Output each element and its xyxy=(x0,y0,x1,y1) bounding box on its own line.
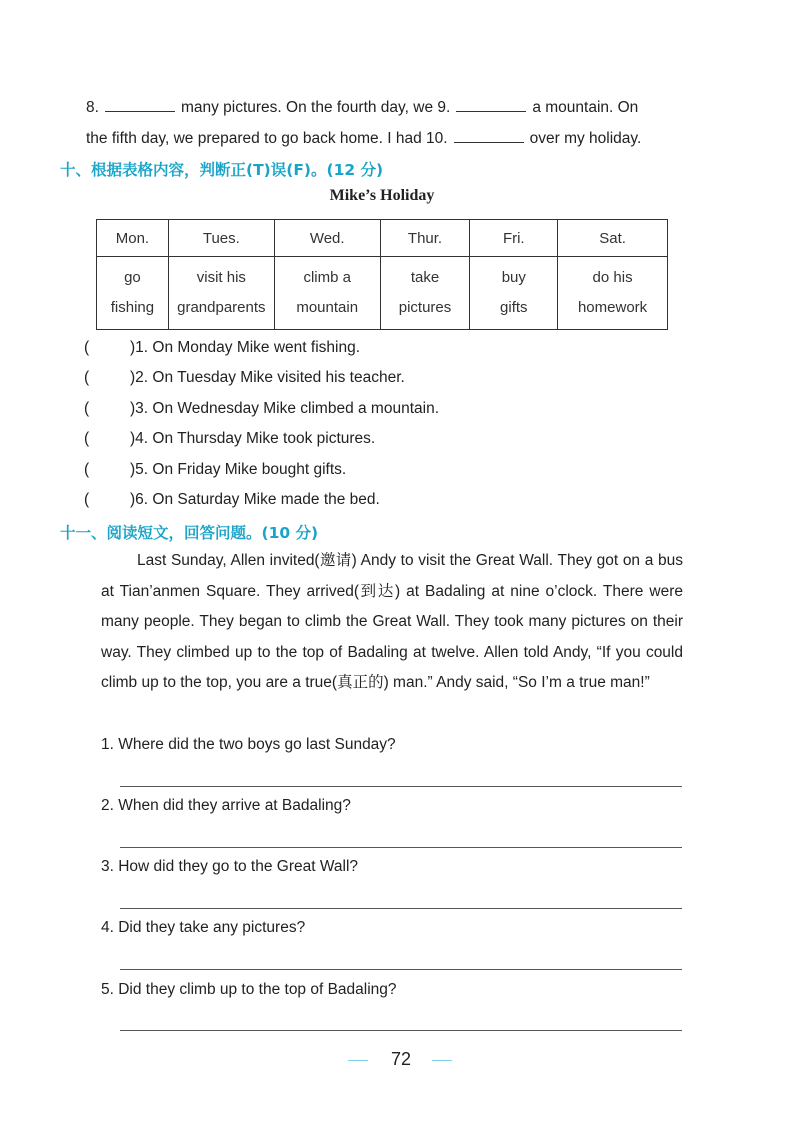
cell-line: do his xyxy=(592,269,633,286)
paragraph-line-1 xyxy=(86,97,638,117)
answer-line[interactable] xyxy=(120,908,682,909)
reading-passage: Last Sunday, Allen invited(邀请) Andy to visit the Great Wall. They got on a bus at Tian’anmen Square. They arrived(到达) at Badaling at nine o’clock. There were many people. They began to climb the Great Wall. They took many pictures on their way. They climbed up to the top of Badaling at twelve. Allen told Andy, “If you could climb up to the top, you are a true(真正的) man.” Andy said, “So I’m a true man!” xyxy=(101,552,683,692)
answer-paren[interactable]: ( xyxy=(84,339,90,356)
table-cell xyxy=(168,257,274,330)
table-cell xyxy=(470,257,558,330)
page-number: 72 xyxy=(390,1049,412,1069)
table-cell xyxy=(380,257,470,330)
table-cell xyxy=(97,257,169,330)
blank-8[interactable] xyxy=(105,97,175,112)
cell-line: homework xyxy=(577,299,648,316)
answer-line[interactable] xyxy=(120,1030,682,1031)
question-text: )2. On Tuesday Mike visited his teacher. xyxy=(130,369,405,386)
table-header-row xyxy=(97,220,668,257)
tf-question[interactable] xyxy=(84,369,405,387)
answer-paren[interactable]: ( xyxy=(84,491,90,508)
table-header-cell: Tues. xyxy=(168,220,274,257)
cell-line: grandparents xyxy=(177,299,266,316)
answer-line[interactable] xyxy=(120,969,682,970)
paragraph-text: a mountain. On xyxy=(532,99,639,116)
answer-line[interactable] xyxy=(120,847,682,848)
table-cell xyxy=(558,257,668,330)
question-text: )4. On Thursday Mike took pictures. xyxy=(130,430,376,447)
question-text: )1. On Monday Mike went fishing. xyxy=(130,339,361,356)
reading-question: 4. Did they take any pictures? xyxy=(101,919,306,936)
blank-10[interactable] xyxy=(454,128,524,143)
reading-question: 1. Where did the two boys go last Sunday? xyxy=(101,736,396,753)
table-header-cell: Fri. xyxy=(470,220,558,257)
question-text: )6. On Saturday Mike made the bed. xyxy=(130,491,380,508)
tf-question[interactable] xyxy=(84,400,439,418)
cell-line: take xyxy=(410,269,440,286)
cell-line: pictures xyxy=(398,299,452,316)
answer-paren[interactable]: ( xyxy=(84,461,90,478)
blank-number-8: 8. xyxy=(86,99,99,116)
table-header-cell: Sat. xyxy=(558,220,668,257)
paragraph-line-2 xyxy=(86,128,641,148)
question-text: )5. On Friday Mike bought gifts. xyxy=(130,461,347,478)
cell-line: fishing xyxy=(110,299,155,316)
paragraph-text: over my holiday. xyxy=(529,130,642,147)
reading-question: 5. Did they climb up to the top of Badaling? xyxy=(101,981,397,998)
tf-question[interactable] xyxy=(84,430,375,448)
cell-line: gifts xyxy=(500,299,528,316)
table-cell xyxy=(274,257,380,330)
footer-dash-left xyxy=(348,1060,368,1061)
answer-paren[interactable]: ( xyxy=(84,430,90,447)
answer-line[interactable] xyxy=(120,786,682,787)
question-text: )3. On Wednesday Mike climbed a mountain. xyxy=(130,400,440,417)
cell-line: mountain xyxy=(296,299,359,316)
cell-line: climb a xyxy=(303,269,351,286)
table-header-cell: Mon. xyxy=(97,220,169,257)
paragraph-text: the fifth day, we prepared to go back home. I had 10. xyxy=(86,130,448,147)
table-title: Mike’s Holiday xyxy=(329,187,435,204)
table-header-cell: Thur. xyxy=(380,220,470,257)
holiday-table xyxy=(96,219,668,330)
tf-question[interactable] xyxy=(84,461,346,479)
reading-question: 3. How did they go to the Great Wall? xyxy=(101,858,359,875)
answer-paren[interactable]: ( xyxy=(84,400,90,417)
tf-question[interactable] xyxy=(84,491,380,509)
reading-question: 2. When did they arrive at Badaling? xyxy=(101,797,351,814)
cell-line: visit his xyxy=(196,269,246,286)
answer-paren[interactable]: ( xyxy=(84,369,90,386)
table-row xyxy=(97,257,668,330)
cell-line: go xyxy=(124,269,141,286)
cell-line: buy xyxy=(501,269,526,286)
section-11-heading: 十一、阅读短文，回答问题。(10 分) xyxy=(60,524,319,542)
paragraph-text: many pictures. On the fourth day, we 9. xyxy=(180,99,451,116)
footer-dash-right xyxy=(432,1060,452,1061)
blank-9[interactable] xyxy=(456,97,526,112)
table-header-cell: Wed. xyxy=(274,220,380,257)
tf-question[interactable] xyxy=(84,339,360,357)
section-10-heading: 十、根据表格内容，判断正(T)误(F)。(12 分) xyxy=(60,161,384,179)
